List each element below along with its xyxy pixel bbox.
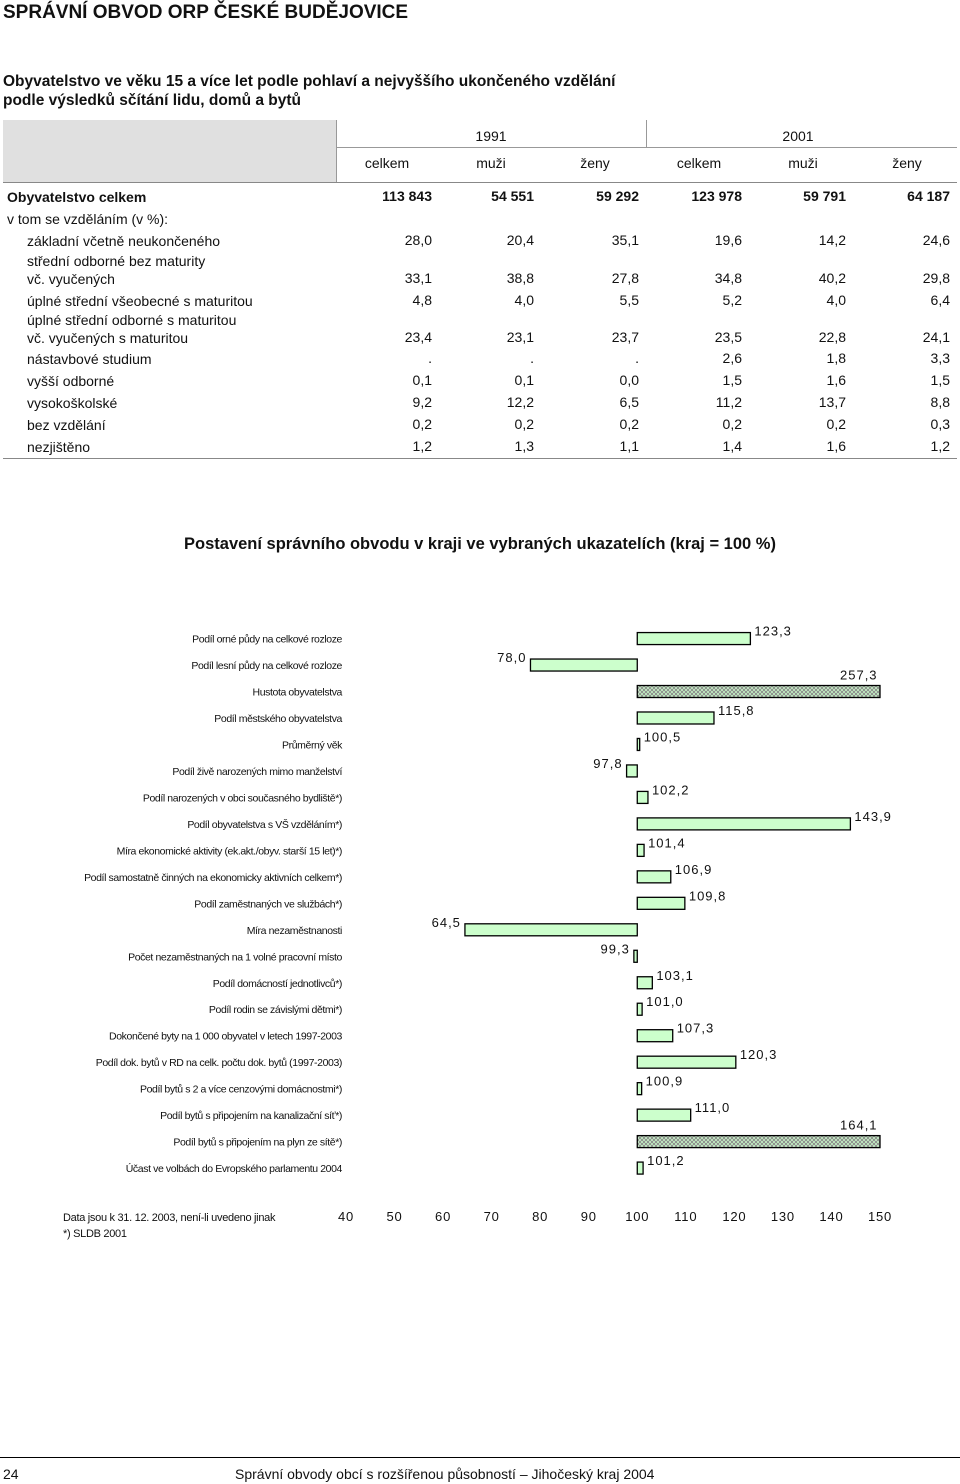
table-title-line2: podle výsledků sčítání lidu, domů a bytů bbox=[3, 92, 301, 109]
bar-overflow bbox=[637, 686, 880, 698]
table-cell: 4,0 bbox=[514, 292, 534, 308]
table-row-label bbox=[27, 232, 220, 250]
table-cell: . bbox=[428, 350, 432, 366]
category-label: Míra ekonomické aktivity (ek.akt./obyv. starší 15 let)*) bbox=[116, 845, 342, 858]
bar-overflow bbox=[637, 1136, 880, 1148]
category-label: Podíl samostatně činných na ekonomicky aktivních celkem*) bbox=[84, 871, 342, 884]
table-cell: 4,0 bbox=[826, 292, 846, 308]
table-cell: 11,2 bbox=[715, 394, 742, 410]
table-row-label bbox=[27, 416, 106, 434]
table-row-label bbox=[27, 350, 152, 368]
category-label: Účast ve volbách do Evropského parlamentu 2004 bbox=[125, 1163, 342, 1176]
table-cell: 22,8 bbox=[818, 329, 846, 345]
category-label: Hustota obyvatelstva bbox=[252, 686, 342, 699]
row-label-line2: vč. vyučených s maturitou bbox=[27, 330, 189, 346]
x-tick-label: 150 bbox=[867, 1209, 893, 1224]
x-tick-label: 140 bbox=[819, 1209, 844, 1224]
table-cell: 1,6 bbox=[826, 372, 846, 388]
table-cell: 9,2 bbox=[412, 394, 432, 410]
table-cell: 0,2 bbox=[722, 416, 742, 432]
category-label: Podíl bytů s 2 a více cenzovými domácnostmi*) bbox=[139, 1083, 342, 1096]
table-cell: 23,7 bbox=[611, 329, 639, 345]
table-cell: 2,6 bbox=[722, 350, 742, 366]
table-cell: 0,2 bbox=[619, 416, 639, 432]
table-cell: 34,8 bbox=[714, 270, 742, 286]
row-label-line: nezjištěno bbox=[27, 439, 91, 455]
value-label: 164,1 bbox=[840, 1117, 878, 1133]
value-label: 111,0 bbox=[694, 1100, 731, 1116]
table-cell: 13,7 bbox=[818, 394, 846, 410]
table-cell: 6,4 bbox=[930, 292, 950, 308]
category-label: Podíl lesní půdy na celkové rozloze bbox=[191, 660, 342, 673]
table-cell: 0,3 bbox=[930, 416, 950, 432]
table-row-label bbox=[7, 188, 146, 206]
table-cell: 14,2 bbox=[818, 232, 846, 248]
value-label: 257,3 bbox=[840, 667, 878, 683]
bar bbox=[637, 1056, 736, 1068]
row-label-line: vyšší odborné bbox=[27, 373, 115, 389]
table-row-label bbox=[27, 438, 90, 456]
table-cell: 27,8 bbox=[611, 270, 639, 286]
value-label: 99,3 bbox=[600, 941, 630, 957]
col-header-zeny-2001: ženy bbox=[892, 155, 922, 171]
value-label: 115,8 bbox=[717, 702, 755, 718]
value-label: 106,9 bbox=[674, 861, 713, 877]
table-cell: 23,4 bbox=[404, 329, 432, 345]
category-label: Podíl obyvatelstva s VŠ vzděláním*) bbox=[187, 818, 342, 831]
col-header-muzi-2001: muži bbox=[788, 155, 818, 171]
table-cell: 0,0 bbox=[619, 372, 639, 388]
table-cell: 1,3 bbox=[514, 438, 534, 454]
bar bbox=[637, 712, 714, 724]
chart-title: Postavení správního obvodu v kraji ve vybraných ukazatelích (kraj = 100 %) bbox=[184, 535, 776, 553]
value-label: 101,0 bbox=[646, 994, 684, 1010]
table-row-label bbox=[27, 252, 205, 288]
table-title bbox=[3, 72, 616, 110]
bar bbox=[637, 1030, 672, 1042]
category-label: Podíl městského obyvatelstva bbox=[214, 712, 342, 725]
table-cell: 23,1 bbox=[506, 329, 534, 345]
value-label: 64,5 bbox=[431, 914, 461, 930]
bar bbox=[637, 1083, 641, 1095]
table-cell: 28,0 bbox=[404, 232, 432, 248]
table-cell: 0,2 bbox=[826, 416, 846, 432]
table-cell: 0,1 bbox=[412, 372, 432, 388]
table-row-label bbox=[27, 292, 253, 310]
row-label-line: základní včetně neukončeného bbox=[27, 233, 221, 249]
value-label: 101,2 bbox=[647, 1153, 685, 1169]
col-header-muzi-1991: muži bbox=[476, 155, 506, 171]
category-label: Dokončené byty na 1 000 obyvatel v letech 1997-2003 bbox=[109, 1030, 342, 1043]
category-label: Podíl narozených v obci současného bydliště*) bbox=[142, 792, 342, 805]
value-label: 123,3 bbox=[754, 623, 792, 639]
year-2001: 2001 bbox=[782, 128, 814, 144]
category-label: Podíl bytů s připojením na plyn ze sítě*) bbox=[173, 1136, 342, 1149]
col-header-celkem-1991: celkem bbox=[364, 155, 410, 171]
x-tick-label: 80 bbox=[532, 1209, 549, 1224]
value-label: 100,5 bbox=[643, 729, 682, 745]
row-label-line2: vč. vyučených bbox=[27, 271, 115, 287]
category-label: Míra nezaměstnanosti bbox=[246, 924, 342, 937]
table-cell: 38,8 bbox=[506, 270, 534, 286]
table-cell: 59 791 bbox=[803, 188, 846, 204]
table-cell: 12,2 bbox=[506, 394, 534, 410]
x-tick-label: 60 bbox=[435, 1209, 452, 1224]
row-label-line: úplné střední odborné s maturitou bbox=[27, 312, 237, 328]
bar bbox=[637, 1109, 690, 1121]
table-cell: 0,2 bbox=[412, 416, 432, 432]
table-cell: 1,5 bbox=[930, 372, 950, 388]
value-label: 97,8 bbox=[593, 755, 623, 771]
table-row-label bbox=[27, 394, 117, 412]
table-cell: 1,1 bbox=[619, 438, 639, 454]
bar bbox=[637, 1162, 643, 1174]
table-cell: 20,4 bbox=[506, 232, 534, 248]
value-label: 100,9 bbox=[645, 1073, 684, 1089]
bar bbox=[637, 1003, 642, 1015]
table-cell: 64 187 bbox=[907, 188, 950, 204]
table-cell: 0,1 bbox=[514, 372, 534, 388]
row-label-line: Obyvatelstvo celkem bbox=[7, 189, 147, 205]
table-cell: 1,6 bbox=[826, 438, 846, 454]
table-cell: . bbox=[530, 350, 534, 366]
category-label: Počet nezaměstnaných na 1 volné pracovní místo bbox=[128, 951, 342, 964]
category-label: Průměrný věk bbox=[282, 739, 342, 752]
table-cell: 4,8 bbox=[412, 292, 432, 308]
bar bbox=[634, 950, 637, 962]
value-label: 78,0 bbox=[497, 650, 527, 666]
table-row-label bbox=[7, 210, 168, 228]
page-header-title: SPRÁVNÍ OBVOD ORP ČESKÉ BUDĚJOVICE bbox=[3, 2, 409, 23]
value-label: 101,4 bbox=[648, 835, 686, 851]
table-cell: . bbox=[635, 350, 639, 366]
table-title-line1: Obyvatelstvo ve věku 15 a více let podle pohlaví a nejvyššího ukončeného vzdělání bbox=[3, 73, 616, 90]
table-cell: 29,8 bbox=[922, 270, 950, 286]
bar bbox=[637, 897, 685, 909]
x-tick-label: 110 bbox=[674, 1209, 698, 1224]
table-cell: 35,1 bbox=[611, 232, 639, 248]
row-label-line: nástavbové studium bbox=[27, 351, 152, 367]
table-cell: 23,5 bbox=[714, 329, 742, 345]
x-tick-label: 50 bbox=[386, 1209, 403, 1224]
table-cell: 24,6 bbox=[922, 232, 950, 248]
bar bbox=[530, 659, 637, 671]
x-tick-label: 70 bbox=[483, 1209, 500, 1224]
table-cell: 113 843 bbox=[382, 188, 432, 204]
table-cell: 1,2 bbox=[930, 438, 950, 454]
category-label: Podíl zaměstnaných ve službách*) bbox=[194, 898, 342, 911]
footer-publication: Správní obvody obcí s rozšířenou působností – Jihočeský kraj 2004 bbox=[235, 1466, 655, 1482]
x-tick-label: 100 bbox=[625, 1209, 650, 1224]
footer-rule bbox=[0, 1457, 960, 1458]
year-divider bbox=[646, 120, 647, 148]
footnote-sldb: *) SLDB 2001 bbox=[63, 1228, 127, 1240]
page-number: 24 bbox=[3, 1466, 19, 1482]
table-cell: 5,2 bbox=[722, 292, 742, 308]
x-tick-label: 120 bbox=[722, 1209, 747, 1224]
value-label: 102,2 bbox=[651, 782, 690, 798]
value-label: 120,3 bbox=[739, 1047, 778, 1063]
x-tick-label: 90 bbox=[580, 1209, 597, 1224]
bar bbox=[637, 791, 648, 803]
x-tick-label: 40 bbox=[337, 1209, 355, 1224]
value-label: 107,3 bbox=[676, 1020, 715, 1036]
table-bottom-rule bbox=[3, 458, 957, 459]
row-label-line: střední odborné bez maturity bbox=[27, 253, 206, 269]
table-cell: 40,2 bbox=[818, 270, 846, 286]
category-label: Podíl živě narozených mimo manželství bbox=[172, 765, 342, 778]
row-label-line: vysokoškolské bbox=[27, 395, 118, 411]
table-cell: 19,6 bbox=[714, 232, 742, 248]
table-row-label bbox=[27, 311, 236, 347]
table-cell: 1,8 bbox=[826, 350, 846, 366]
category-label: Podíl dok. bytů v RD na celk. počtu dok. bytů (1997-2003) bbox=[95, 1057, 342, 1070]
table-cell: 123 978 bbox=[691, 188, 742, 204]
value-label: 109,8 bbox=[688, 888, 727, 904]
bar bbox=[637, 871, 670, 883]
table-cell: 6,5 bbox=[619, 394, 639, 410]
row-label-line: bez vzdělání bbox=[27, 417, 106, 433]
col-header-zeny-1991: ženy bbox=[580, 155, 610, 171]
x-tick-label: 130 bbox=[770, 1209, 795, 1224]
row-label-line: úplné střední všeobecné s maturitou bbox=[27, 293, 253, 309]
category-label: Podíl orné půdy na celkové rozloze bbox=[192, 633, 342, 646]
table-cell: 1,4 bbox=[722, 438, 742, 454]
category-label: Podíl domácností jednotlivců*) bbox=[212, 977, 342, 990]
value-label: 143,9 bbox=[854, 808, 892, 824]
col-header-celkem-2001: celkem bbox=[676, 155, 722, 171]
table-cell: 1,2 bbox=[412, 438, 432, 454]
category-label: Podíl rodin se závislými dětmi*) bbox=[208, 1004, 342, 1017]
category-label: Podíl bytů s připojením na kanalizační síť*) bbox=[160, 1110, 342, 1123]
table-cell: 24,1 bbox=[922, 329, 950, 345]
table-cell: 8,8 bbox=[930, 394, 950, 410]
bar bbox=[637, 818, 850, 830]
bar bbox=[637, 977, 652, 989]
bar bbox=[637, 844, 644, 856]
row-label-line: v tom se vzděláním (v %): bbox=[7, 211, 169, 227]
table-cell: 1,5 bbox=[722, 372, 742, 388]
table-cell: 59 292 bbox=[596, 188, 639, 204]
year-1991: 1991 bbox=[475, 128, 507, 144]
table-cell: 5,5 bbox=[619, 292, 639, 308]
bar bbox=[465, 924, 637, 936]
table-cell: 54 551 bbox=[491, 188, 534, 204]
table-cell: 3,3 bbox=[930, 350, 950, 366]
value-label: 103,1 bbox=[656, 967, 694, 983]
footnote-data-date: Data jsou k 31. 12. 2003, není-li uvedeno jinak bbox=[63, 1212, 276, 1224]
bar bbox=[637, 738, 639, 750]
bar bbox=[627, 765, 638, 777]
table-header-rule bbox=[3, 182, 957, 183]
table-row-label bbox=[27, 372, 114, 390]
table-cell: 0,2 bbox=[514, 416, 534, 432]
table-cell: 33,1 bbox=[404, 270, 432, 286]
bar bbox=[637, 633, 750, 645]
